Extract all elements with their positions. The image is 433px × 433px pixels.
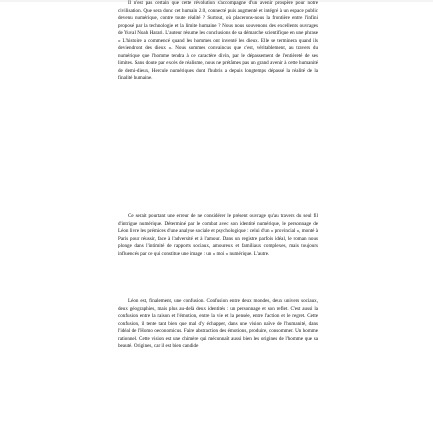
text-block-middle (118, 213, 318, 258)
paragraph-2: Ce serait pourtant une erreur de ne considérer le présent ouvrage qu'au travers du seul fil d'intrigue numérique. Déterminé par le combat avec son identité numérique, le personnage de Léon livre les prémices d'une analyse sociale et psychologique : celui d'un « provincial », monté à Paris pour réussir, face à l'adversité et à l'amour. Dans un registre parfois idéal, le roman nous plonge dans l'intimité de rapports sociaux, amoureux et familiaux complexes, mais toujours influencés par ce qui constitue une image : un « moi » numérique. L'autre. (118, 213, 318, 257)
text-block-bottom (118, 298, 318, 351)
paragraph-3: Léon est, finalement, une confusion. Confusion entre deux mondes, deux univers sociaux, deux géographies, mais plus au-delà deux identités : un personnage et son reflet. C'est aussi la confusion entre la raison et l'émotion, entre la vie et la pensée, entre l'action et le regret. Cette confusion, il tente tant bien que mal d'y échapper, dans une vision naïve de l'humanité, dans l'idéal de l'Homo oeconomicus. Faire abstraction des émotions, produire, consommer. Un homme rationnel. Cette vision est une chimère qui méconnaît aussi bien les origines de l'homme que sa beauté. Origines, car il est bien candide (118, 298, 318, 349)
paragraph-1: Il n'est pas certain que cette révolution s'accompagne d'un avenir prospère pour notre civilisation. Que sera donc cet humain 2.0, connecté puis augmenté et intégré à un espace public devenu numérique, contre toute réalité ? Surtout, où placerons-nous la frontière entre l'infini proposé par la technologie et la limite humaine ? Nous nous souvenons des excellents ouvrages de Yuval Noah Harari. L'auteur résume les conclusions de sa démarche scientifique en une phrase « L'histoire a commencé quand les hommes ont inventé les dieux. Elle se terminera quand ils deviendront des dieux ». Nous sommes convaincus que c'est, véritablement, au travers du numérique que l'homme tendra à ce caractère divin, par le dépassement de l'entièreté de ses limites. Sans doute par excès de réalisme, nous ne prétâmes pas un grand avenir à cette humanité de demi-dieux, Hercule numériques dont l'hubris a depuis longtemps dépassé la réalité de la finalité humaine. (118, 0, 318, 81)
text-block-top (118, 0, 318, 83)
